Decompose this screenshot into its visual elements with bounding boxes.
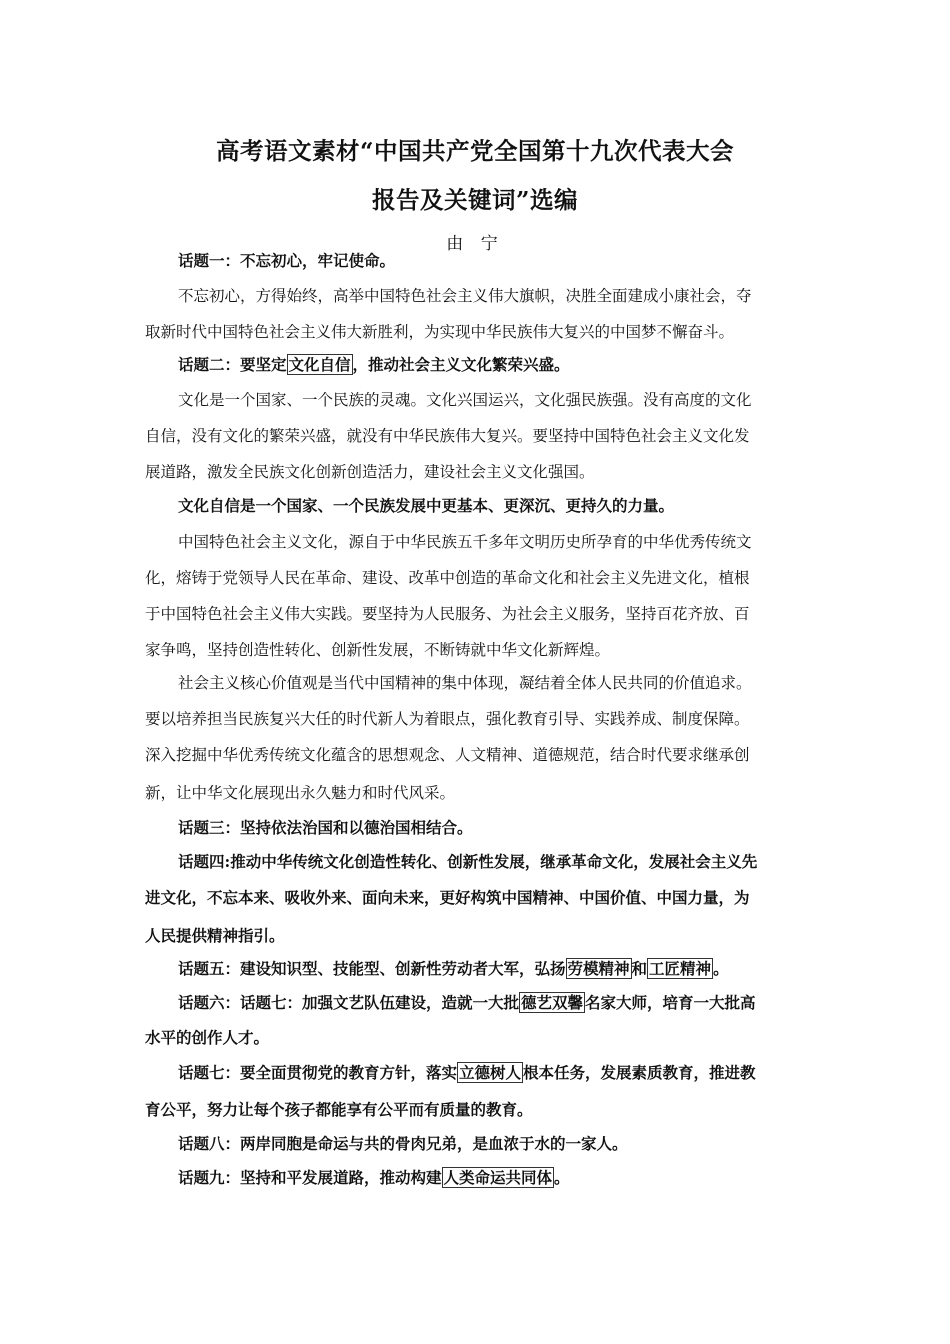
title-line-1: 高考语文素材“中国共产党全国第十九次代表大会 [215, 137, 735, 165]
topic-4-line: 话题四:推动中华传统文化创造性转化、创新性发展，继承革命文化，发展社会主义先 [178, 852, 758, 871]
topic-6-line [178, 992, 810, 1014]
topic-7-line [178, 1062, 810, 1084]
topic-2-text-line: 深入挖掘中华优秀传统文化蕴含的思想观念、人文精神、道德规范，结合时代要求继承创 [145, 746, 750, 764]
topic-7-prefix: 话题七：要全面贯彻党的教育方针，落实 [178, 1063, 458, 1082]
topic-2-heading-prefix: 话题二：要坚定 [178, 355, 287, 374]
topic-3-heading: 话题三：坚持依法治国和以德治国相结合。 [178, 818, 473, 837]
topic-2-text-line: 要以培养担当民族复兴大任的时代新人为着眼点，强化教育引导、实践养成、制度保障。 [145, 710, 750, 728]
keyword-box-virtue-and-art: 德艺双馨 [521, 993, 584, 1012]
topic-9-suffix: 。 [554, 1168, 570, 1187]
topic-2-text-line: 新，让中华文化展现出永久魅力和时代风采。 [145, 784, 456, 802]
title-line-2: 报告及关键词”选编 [371, 186, 579, 214]
topic-2-text-line: 文化是一个国家、一个民族的灵魂。文化兴国运兴，文化强民族强。没有高度的文化 [178, 391, 752, 409]
topic-5-line [178, 958, 810, 980]
keyword-box-shared-future: 人类命运共同体 [443, 1168, 553, 1187]
topic-1-text-line: 不忘初心，方得始终，高举中国特色社会主义伟大旗帜，决胜全面建成小康社会，夺 [178, 287, 752, 305]
topic-8-heading: 话题八：两岸同胞是命运与共的骨肉兄弟，是血浓于水的一家人。 [178, 1134, 628, 1153]
topic-7-suffix: 根本任务，发展素质教育，推进教 [523, 1063, 756, 1082]
topic-2-text-line: 家争鸣，坚持创造性转化、创新性发展，不断铸就中华文化新辉煌。 [145, 641, 611, 659]
topic-2-text-line: 化，熔铸于党领导人民在革命、建设、改革中创造的革命文化和社会主义先进文化，植根 [145, 569, 750, 587]
author: 由 宁 [446, 234, 504, 254]
keyword-box-model-worker-spirit: 劳模精神 [567, 959, 630, 978]
topic-1-heading: 话题一：不忘初心，牢记使命。 [178, 251, 396, 270]
topic-9-line [178, 1167, 810, 1189]
topic-7-line-2: 育公平，努力让每个孩子都能享有公平而有质量的教育。 [145, 1100, 533, 1119]
topic-6-line-2: 水平的创作人才。 [145, 1028, 270, 1047]
topic-5-prefix: 话题五：建设知识型、技能型、创新性劳动者大军，弘扬 [178, 959, 566, 978]
topic-2-text-line: 展道路，激发全民族文化创新创造活力，建设社会主义文化强国。 [145, 463, 595, 481]
topic-9-prefix: 话题九：坚持和平发展道路，推动构建 [178, 1168, 442, 1187]
topic-4-line: 人民提供精神指引。 [145, 926, 285, 945]
topic-2-subheading: 文化自信是一个国家、一个民族发展中更基本、更深沉、更持久的力量。 [178, 496, 675, 515]
topic-2-text-line: 中国特色社会主义文化，源自于中华民族五千多年文明历史所孕育的中华优秀传统文 [178, 533, 752, 551]
keyword-box-moral-education: 立德树人 [459, 1063, 522, 1082]
topic-2-heading-suffix: ，推动社会主义文化繁荣兴盛。 [352, 355, 570, 374]
keyword-box-cultural-confidence: 文化自信 [288, 355, 351, 374]
topic-2-text-line: 于中国特色社会主义伟大实践。要坚持为人民服务、为社会主义服务，坚持百花齐放、百 [145, 605, 750, 623]
keyword-box-craftsman-spirit: 工匠精神 [649, 959, 712, 978]
topic-1-text-line: 取新时代中国特色社会主义伟大新胜利，为实现中华民族伟大复兴的中国梦不懈奋斗。 [145, 323, 735, 341]
topic-2-text-line: 自信，没有文化的繁荣兴盛，就没有中华民族伟大复兴。要坚持中国特色社会主义文化发 [145, 427, 750, 445]
topic-2-heading [178, 354, 810, 376]
topic-6-prefix: 话题六：话题七：加强文艺队伍建设，造就一大批 [178, 993, 520, 1012]
topic-4-line: 进文化，不忘本来、吸收外来、面向未来，更好构筑中国精神、中国价值、中国力量，为 [145, 888, 750, 907]
topic-5-middle: 和 [631, 959, 648, 978]
topic-6-suffix: 名家大师，培育一大批高 [585, 993, 756, 1012]
topic-5-suffix: 。 [713, 959, 729, 978]
topic-2-text-line: 社会主义核心价值观是当代中国精神的集中体现，凝结着全体人民共同的价值追求。 [178, 674, 752, 692]
